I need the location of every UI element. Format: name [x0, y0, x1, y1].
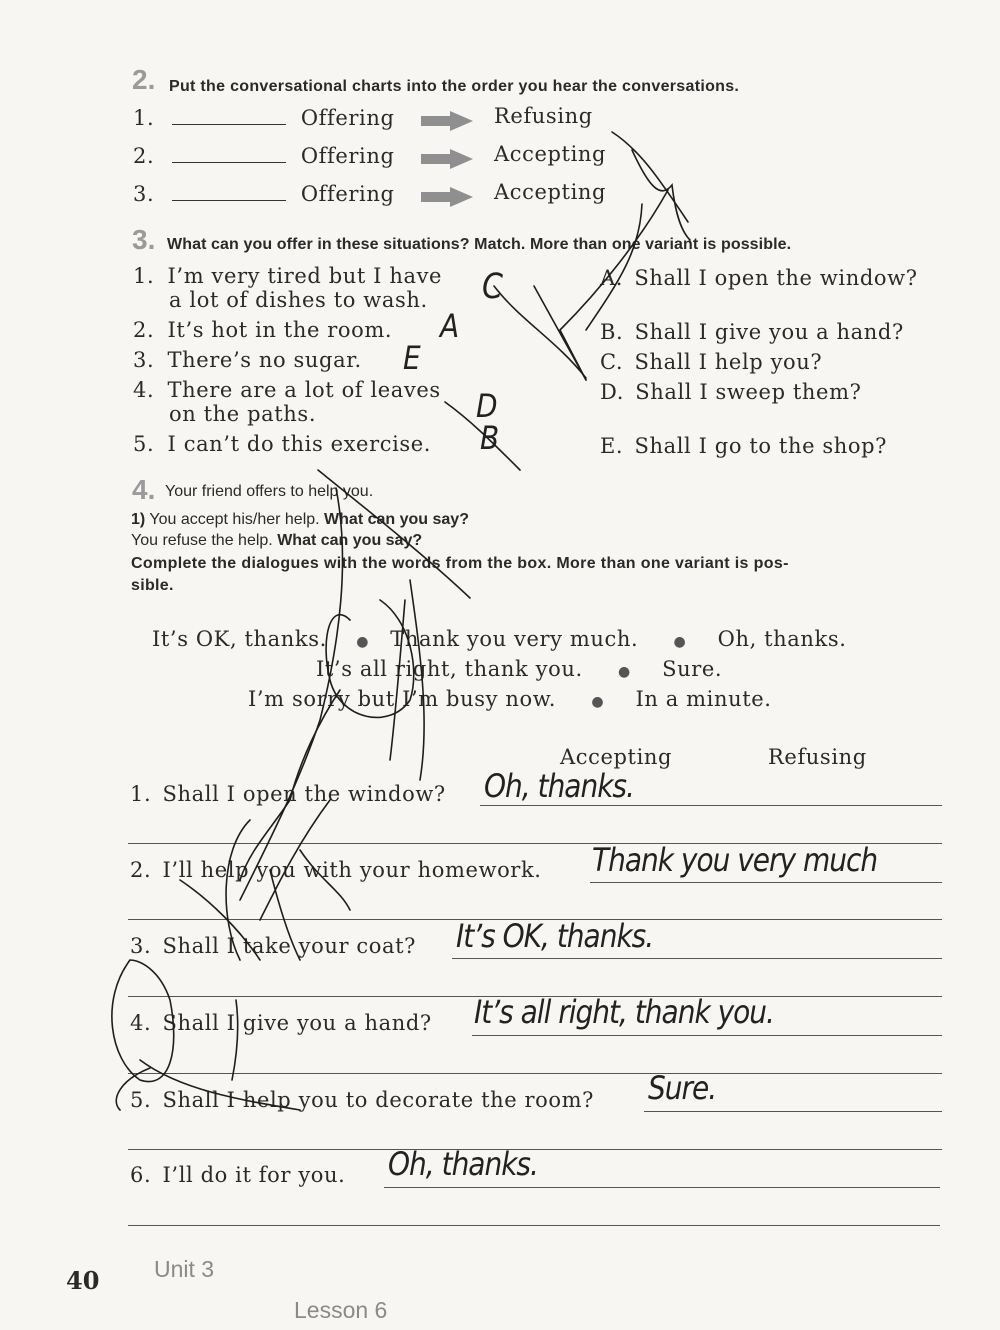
dialogue-prompt	[130, 1163, 345, 1187]
offer-text: Shall I go to the shop?	[634, 434, 888, 458]
handwritten-answer: C	[482, 266, 502, 307]
handwritten-answer[interactable]: Sure.	[648, 1069, 717, 1107]
dialogue-prompt	[130, 858, 542, 882]
dialogue-prompt	[130, 1088, 594, 1112]
offer-item	[600, 434, 887, 458]
word-box-item: Thank you very much.	[390, 627, 639, 651]
ex2-offering-label: Offering	[300, 182, 395, 206]
handwritten-answer: D	[476, 387, 497, 425]
part2-text: You refuse the help.	[131, 532, 273, 549]
ex2-row	[133, 142, 395, 168]
situation-number: 4.	[133, 378, 155, 402]
dialogue-text: I’ll help you with your homework.	[162, 858, 542, 882]
exercise-4-number: 4.	[132, 474, 156, 505]
part2-question: What can you say?	[277, 532, 423, 549]
word-box-row	[248, 687, 772, 711]
unit-label: Unit 3	[154, 1256, 215, 1282]
part-number: 1)	[131, 511, 146, 528]
bullet-icon: ●	[673, 634, 687, 650]
situation-number: 1.	[133, 264, 155, 288]
offer-letter: E.	[600, 434, 624, 458]
bullet-icon: ●	[591, 694, 605, 710]
situation-text: I’m very tired but I have	[167, 264, 443, 288]
ex2-row	[133, 180, 395, 206]
offer-text: Shall I give you a hand?	[634, 320, 904, 344]
word-box-item: It’s all right, thank you.	[316, 657, 583, 681]
ex2-blank-3[interactable]	[172, 180, 286, 201]
dialogue-number: 5.	[130, 1088, 152, 1112]
word-box-row	[316, 657, 722, 681]
ex2-blank-2[interactable]	[172, 142, 286, 163]
offer-item	[600, 266, 918, 290]
offer-letter: A.	[600, 266, 624, 290]
situation-item	[133, 432, 431, 456]
offer-item	[600, 350, 822, 374]
situation-item	[133, 264, 442, 288]
word-box-item: It’s OK, thanks.	[152, 627, 327, 651]
answer-line	[480, 805, 942, 806]
ex2-row	[133, 104, 395, 130]
handwritten-answer: A	[440, 307, 459, 345]
column-header-refusing: Refusing	[768, 745, 867, 769]
answer-line	[590, 882, 942, 883]
situation-item	[133, 318, 392, 342]
offer-text: Shall I sweep them?	[635, 380, 862, 404]
handwritten-answer[interactable]: It’s OK, thanks.	[456, 917, 654, 955]
word-box-item: I’m sorry but I’m busy now.	[248, 687, 557, 711]
dialogue-prompt	[130, 782, 446, 806]
situation-number: 5.	[133, 432, 155, 456]
exercise-3-instruction: What can you offer in these situations? Match. More than one variant is possible.	[167, 236, 792, 253]
dialogue-number: 6.	[130, 1163, 152, 1187]
answer-line	[452, 958, 942, 959]
handwritten-answer[interactable]: Thank you very much	[592, 841, 878, 879]
ex2-row-number: 1.	[133, 106, 155, 130]
handwritten-answer[interactable]: Oh, thanks.	[388, 1145, 538, 1183]
handwritten-answer[interactable]: It’s all right, thank you.	[474, 993, 774, 1031]
situation-number: 3.	[133, 348, 155, 372]
situation-text-continued: on the paths.	[169, 402, 317, 426]
dialogue-text: Shall I give you a hand?	[162, 1011, 432, 1035]
lesson-label: Lesson 6	[294, 1297, 388, 1323]
ex2-blank-1[interactable]	[172, 104, 286, 125]
dialogue-number: 1.	[130, 782, 152, 806]
dialogue-prompt	[130, 934, 416, 958]
exercise-2-instruction: Put the conversational charts into the order you hear the conversations.	[169, 78, 740, 95]
exercise-4-task-continued: sible.	[131, 577, 174, 594]
situation-text-continued: a lot of dishes to wash.	[169, 288, 428, 312]
arrow-right-icon	[421, 111, 473, 207]
page-number: 40	[66, 1266, 100, 1295]
handwritten-answer: E	[403, 339, 420, 377]
dialogue-text: Shall I open the window?	[162, 782, 446, 806]
ex2-row-number: 2.	[133, 144, 155, 168]
situation-number: 2.	[133, 318, 155, 342]
ex2-result: Accepting	[494, 142, 607, 166]
bullet-icon: ●	[618, 664, 631, 680]
ex2-offering-label: Offering	[300, 144, 395, 168]
word-box-item: In a minute.	[635, 687, 772, 711]
dialogue-number: 4.	[130, 1011, 152, 1035]
answer-line	[384, 1187, 940, 1188]
dialogue-number: 3.	[130, 934, 152, 958]
column-header-accepting: Accepting	[560, 745, 673, 769]
word-box-item: Oh, thanks.	[717, 627, 847, 651]
offer-text: Shall I open the window?	[634, 266, 918, 290]
dialogue-text: Shall I help you to decorate the room?	[162, 1088, 595, 1112]
answer-line	[644, 1111, 942, 1112]
bullet-icon: ●	[356, 634, 370, 650]
situation-text: There are a lot of leaves	[167, 378, 441, 402]
situation-text: I can’t do this exercise.	[167, 432, 432, 456]
word-box-item: Sure.	[662, 657, 723, 681]
exercise-4-part2	[131, 532, 422, 550]
part1-text: You accept his/her help.	[149, 511, 320, 528]
ex2-offering-label: Offering	[300, 106, 395, 130]
offer-item	[600, 320, 904, 344]
part1-question: What can you say?	[324, 511, 469, 528]
dialogue-number: 2.	[130, 858, 152, 882]
offer-letter: C.	[600, 350, 624, 374]
situation-text: It’s hot in the room.	[167, 318, 393, 342]
ex2-result: Refusing	[494, 104, 593, 128]
situation-text: There’s no sugar.	[167, 348, 362, 372]
offer-item	[600, 380, 861, 404]
exercise-2-number: 2.	[132, 64, 156, 95]
dialogue-text: I’ll do it for you.	[162, 1163, 346, 1187]
dialogue-prompt	[130, 1011, 432, 1035]
handwritten-answer: B	[480, 419, 499, 457]
offer-letter: D.	[600, 380, 624, 404]
handwritten-answer[interactable]: Oh, thanks.	[484, 767, 634, 805]
answer-line	[472, 1035, 942, 1036]
exercise-4-intro: Your friend offers to help you.	[165, 483, 374, 500]
situation-item	[133, 348, 362, 372]
word-box-row	[152, 627, 847, 651]
ex2-result: Accepting	[494, 180, 607, 204]
ex2-row-number: 3.	[133, 182, 155, 206]
answer-line	[128, 1225, 940, 1226]
answer-line	[128, 1073, 942, 1074]
situation-item	[133, 378, 441, 402]
dialogue-text: Shall I take your coat?	[162, 934, 416, 958]
exercise-3-number: 3.	[132, 224, 156, 255]
exercise-4-task: Complete the dialogues with the words from the box. More than one variant is pos-	[131, 555, 789, 572]
exercise-4-part1	[131, 511, 469, 529]
offer-letter: B.	[600, 320, 624, 344]
offer-text: Shall I help you?	[634, 350, 823, 374]
